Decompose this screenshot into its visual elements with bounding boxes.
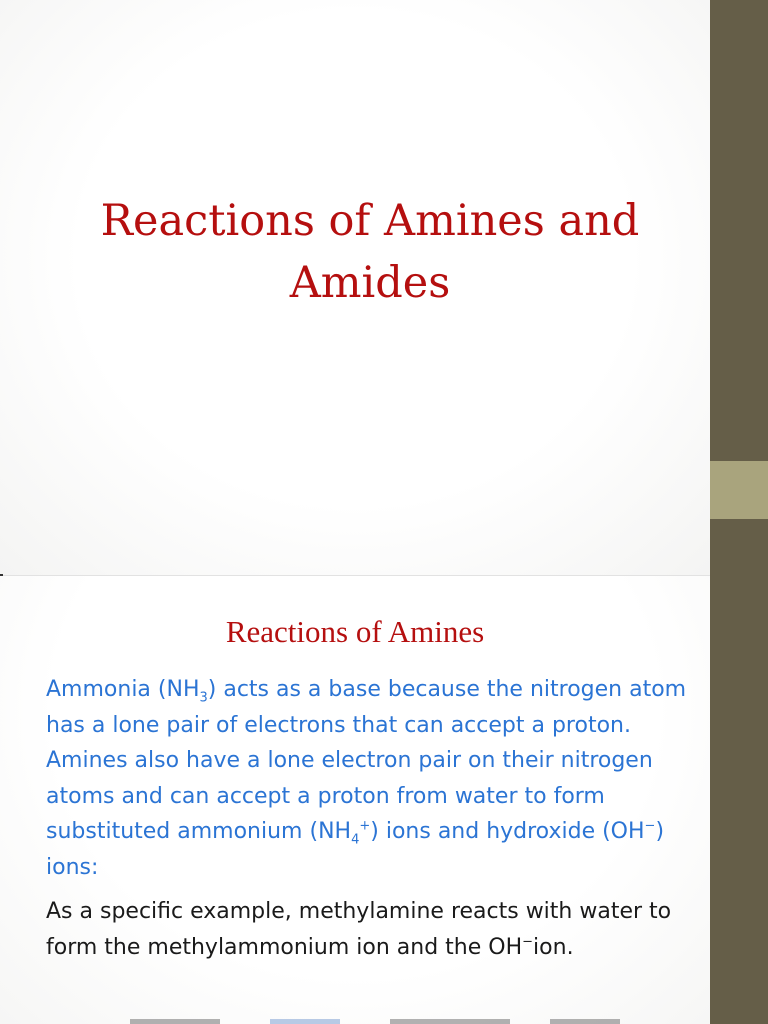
slide-heading: Reactions of Amines [225, 614, 485, 649]
para1-subscript-3: 3 [199, 690, 208, 706]
slide-title-text [70, 190, 670, 314]
sidebar-accent-block [710, 461, 768, 519]
para1-text-1: Ammonia (NH [46, 677, 200, 702]
para2-text-2: ion. [533, 934, 574, 960]
para1-text-4: ) ions: [46, 819, 665, 880]
paragraph-ammonia-base [46, 672, 706, 885]
equation-fragment-graphic [90, 1017, 650, 1024]
paragraph-methylamine-example [46, 894, 706, 965]
para2-superscript-minus: − [522, 934, 534, 950]
para1-text-2: ) acts as a base because the nitrogen atom has a lone pair of electrons that can accept a proton. Amines also have a lone electron pair on their nitrogen atoms and can accept a proton from water to form substituted ammonium (NH [46, 677, 687, 844]
para1-subscript-4: 4 [351, 832, 360, 848]
reaction-equation-cutoff [90, 1014, 650, 1024]
para2-text-1: As a specific example, methylamine reacts with water to form the methylammonium ion and the OH [46, 899, 672, 960]
para1-superscript-minus: − [644, 818, 656, 834]
para1-text-3: ) ions and hydroxide (OH [370, 819, 645, 844]
title-line-2: Amides [289, 258, 451, 308]
para1-superscript-plus: + [359, 818, 371, 834]
title-line-1: Reactions of Amines and [100, 196, 640, 246]
